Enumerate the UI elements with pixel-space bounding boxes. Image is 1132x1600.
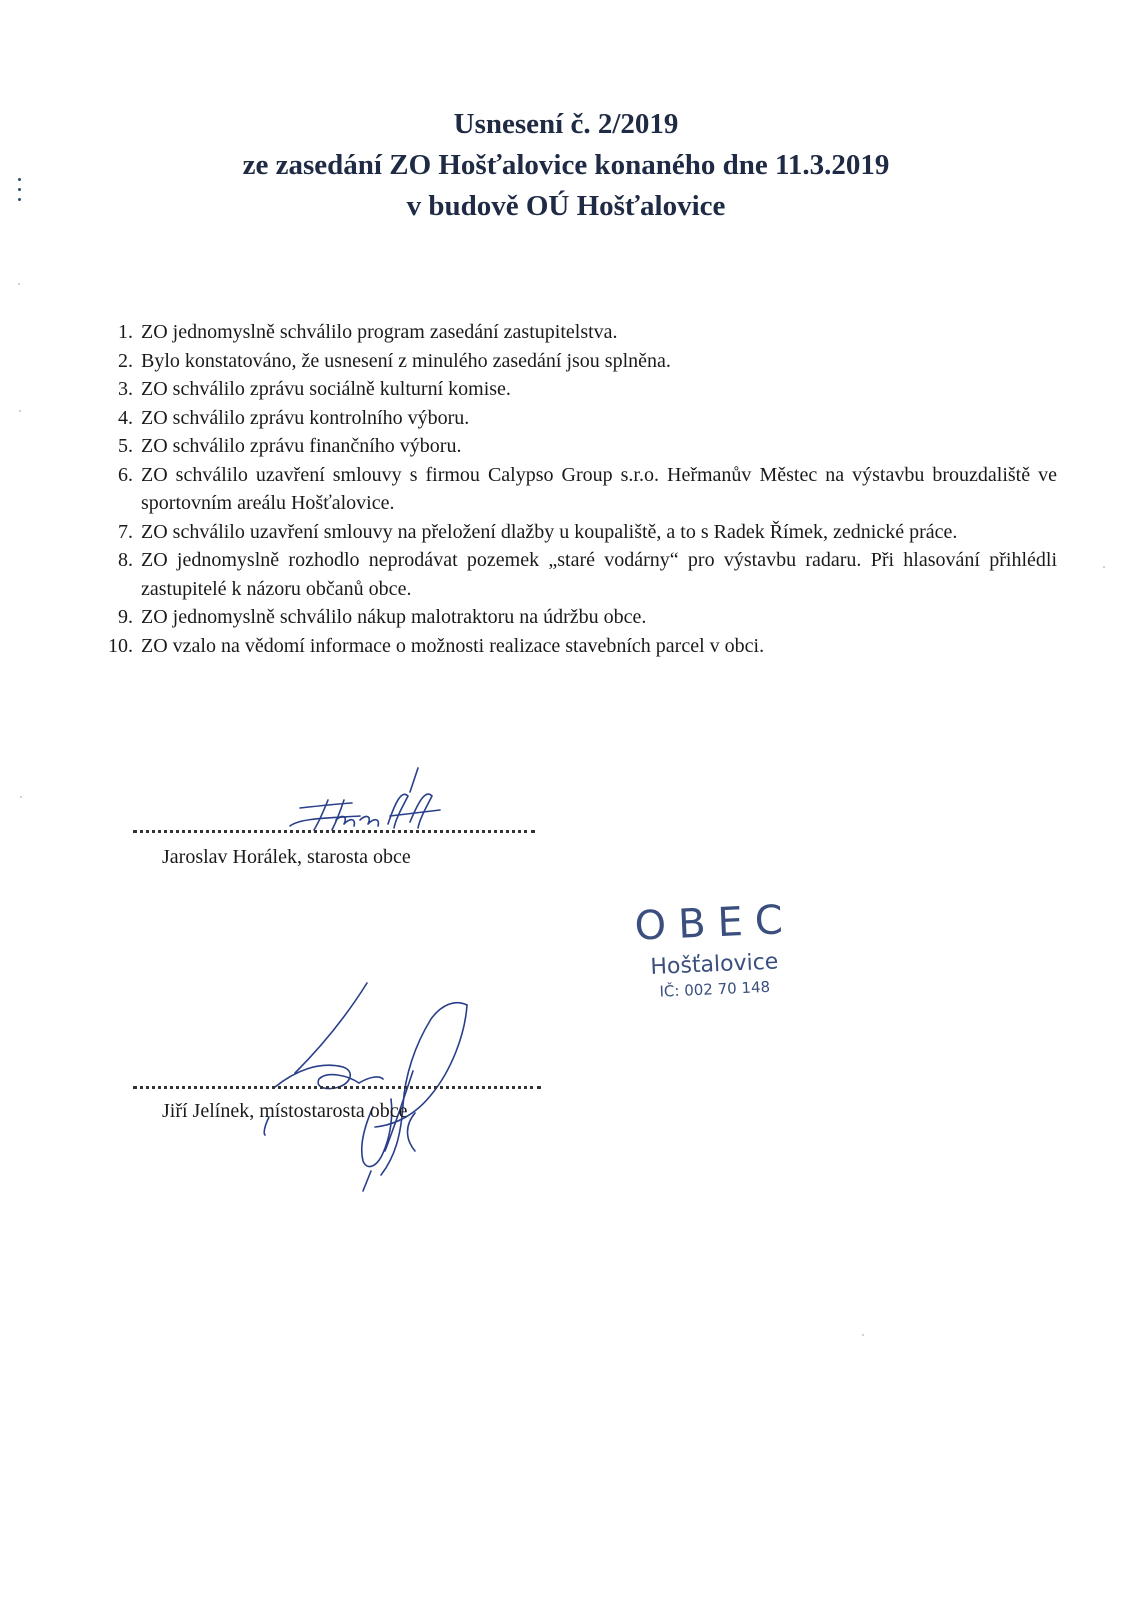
item-text: ZO jednomyslně schválilo nákup malotraktoru na údržbu obce. <box>141 606 647 628</box>
item-text: ZO vzalo na vědomí informace o možnosti realizace stavebních parcel v obci. <box>141 634 765 657</box>
item-text: ZO jednomyslně rozhodlo neprodávat pozemek „staré vodárny“ pro výstavbu radaru. Při hlasování přihlédli zastupitelé k názoru občanů obce. <box>141 549 1057 600</box>
item-number: 6. <box>118 463 133 486</box>
title-line-3: v budově OÚ Hošťalovice <box>406 190 726 222</box>
document-title <box>0 104 1132 227</box>
item-number: 4. <box>118 406 133 429</box>
scan-speck <box>862 1334 864 1336</box>
item-number: 5. <box>118 435 133 457</box>
item-number: 1. <box>118 321 133 343</box>
scan-speck <box>20 796 22 798</box>
list-item <box>97 518 1057 547</box>
item-number: 9. <box>118 606 133 628</box>
scan-speck <box>19 410 21 412</box>
list-item <box>97 603 1057 632</box>
scan-speck <box>18 283 20 285</box>
item-text: Bylo konstatováno, že usnesení z minulého zasedání jsou splněna. <box>141 349 671 372</box>
list-item <box>97 375 1057 404</box>
municipal-stamp <box>628 896 813 1014</box>
stamp-word: OBEC <box>633 896 796 950</box>
item-text: ZO schválilo uzavření smlouvy s firmou Calypso Group s.r.o. Heřmanův Městec na výstavbu brouzdaliště ve sportovním areálu Hošťalovice. <box>141 463 1057 514</box>
signature-line <box>133 828 535 833</box>
stamp-town: Hošťalovice <box>649 949 779 981</box>
scan-speck <box>1103 566 1105 568</box>
list-item <box>97 318 1057 347</box>
item-number: 2. <box>118 349 133 372</box>
item-text: ZO schválilo uzavření smlouvy na přeložení dlažby u koupaliště, a to s Radek Římek, zednické práce. <box>141 520 958 543</box>
item-number: 10. <box>108 634 133 657</box>
stamp-id-number: IČ: 002 70 148 <box>659 977 771 1001</box>
list-item <box>97 404 1057 433</box>
list-item <box>97 347 1057 376</box>
item-number: 8. <box>118 549 133 571</box>
title-line-1: Usnesení č. 2/2019 <box>453 108 679 140</box>
item-text: ZO schválilo zprávu finančního výboru. <box>141 435 462 457</box>
list-item <box>97 632 1057 661</box>
signatory-name-mayor: Jaroslav Horálek, starosta obce <box>162 846 411 868</box>
item-text: ZO jednomyslně schválilo program zasedání zastupitelstva. <box>141 321 618 343</box>
list-item <box>97 461 1057 518</box>
resolution-list <box>97 318 1057 660</box>
item-number: 3. <box>118 378 133 400</box>
title-line-2: ze zasedání ZO Hošťalovice konaného dne 11.3.2019 <box>242 149 890 181</box>
signatory-name-deputy: Jiří Jelínek, místostarosta obce <box>162 1100 408 1122</box>
item-text: ZO schválilo zprávu sociálně kulturní komise. <box>141 378 511 400</box>
signature-line <box>133 1084 541 1089</box>
list-item <box>97 546 1057 603</box>
item-text: ZO schválilo zprávu kontrolního výboru. <box>141 406 470 429</box>
item-number: 7. <box>118 520 133 543</box>
list-item <box>97 432 1057 461</box>
